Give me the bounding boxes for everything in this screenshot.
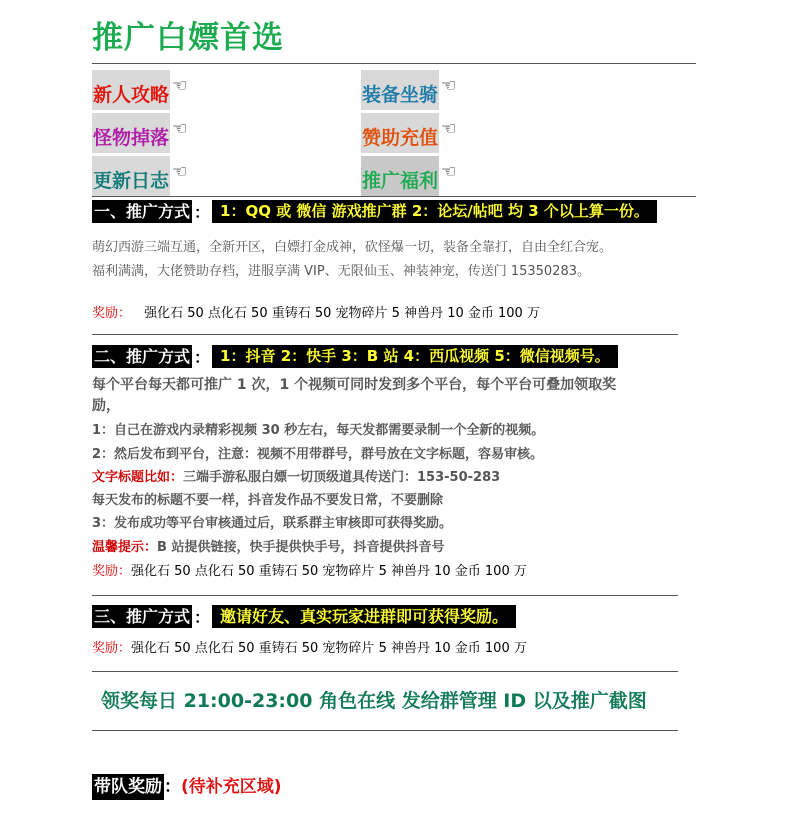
heading-colon: ： bbox=[192, 345, 212, 368]
nav-link-equipment-mounts[interactable] bbox=[361, 70, 456, 110]
nav-link-sponsor-recharge[interactable] bbox=[361, 113, 456, 153]
team-reward-colon: ： bbox=[164, 777, 181, 797]
section-3-header bbox=[92, 604, 516, 628]
heading-colon: ： bbox=[192, 200, 212, 223]
tip-text: B 站提供链接，快手提供快手号，抖音提供抖音号 bbox=[157, 540, 445, 555]
section-2-intro-line-2: 励， bbox=[92, 398, 120, 414]
reward-value: 强化石 50 点化石 50 重铸石 50 宠物碎片 5 神兽丹 10 金币 100 万 bbox=[131, 641, 527, 656]
section-2-header bbox=[92, 344, 618, 368]
nav-link-promotion-benefits[interactable] bbox=[361, 156, 456, 196]
example-label: 文字标题比如： bbox=[92, 470, 184, 485]
nav-link-label: 怪物掉落 bbox=[92, 113, 170, 153]
page-title: 推广白嫖首选 bbox=[92, 20, 284, 56]
section-1-reward bbox=[92, 302, 540, 321]
heading-colon: ： bbox=[192, 605, 212, 628]
section-1-header bbox=[92, 199, 657, 223]
example-text: 三端手游私服白嫖一切顶级道具传送门：153-50-283 bbox=[183, 470, 501, 485]
section-highlight: 邀请好友、真实玩家进群即可获得奖励。 bbox=[212, 605, 516, 628]
section-2-intro-line-1: 每个平台每天都可推广 1 次，1 个视频可同时发到多个平台，每个平台可叠加领取奖 bbox=[92, 377, 617, 393]
section-1-description-line-1: 萌幻西游三端互通，全新开区，白嫖打金成神，砍怪爆一切，装备全靠打，自由全红合宠。 bbox=[92, 240, 613, 255]
team-reward bbox=[92, 772, 282, 797]
nav-link-label: 新人攻略 bbox=[92, 70, 170, 110]
reward-value: 强化石 50 点化石 50 重铸石 50 宠物碎片 5 神兽丹 10 金币 100 万 bbox=[144, 306, 540, 321]
divider bbox=[92, 334, 678, 335]
divider bbox=[92, 671, 678, 672]
nav-link-monster-drops[interactable] bbox=[92, 113, 187, 153]
section-2-example bbox=[92, 466, 500, 485]
section-heading: 二、推广方式 bbox=[94, 346, 191, 366]
divider bbox=[92, 595, 678, 596]
section-highlight: 1：QQ 或 微信 游戏推广群 2：论坛/帖吧 均 3 个以上算一份。 bbox=[212, 200, 657, 223]
claim-instructions: 领奖每日 21:00-23:00 角色在线 发给群管理 ID 以及推广截图 bbox=[101, 690, 647, 712]
tip-label: 温馨提示： bbox=[92, 540, 158, 555]
section-highlight: 1：抖音 2：快手 3：B 站 4：西瓜视频 5：微信视频号。 bbox=[212, 345, 618, 368]
team-reward-label: 带队奖励 bbox=[92, 774, 164, 800]
section-2-step-1: 1：自己在游戏内录精彩视频 30 秒左右，每天发都需要录制一个全新的视频。 bbox=[92, 423, 545, 438]
section-heading: 一、推广方式 bbox=[94, 201, 191, 221]
pointing-hand-icon: ☜ bbox=[172, 162, 188, 182]
reward-label: 奖励： bbox=[92, 306, 132, 321]
section-3-reward bbox=[92, 637, 527, 656]
divider bbox=[92, 730, 678, 731]
section-2-note: 每天发布的标题不要一样，抖音发作品不要发日常，不要删除 bbox=[92, 493, 444, 508]
section-heading: 三、推广方式 bbox=[94, 606, 191, 626]
divider bbox=[92, 196, 696, 197]
nav-link-update-log[interactable] bbox=[92, 156, 187, 196]
section-1-description-line-2: 福利满满，大佬赞助存档，进服享满 VIP、无限仙玉、神装神宠，传送门 15350283。 bbox=[92, 264, 590, 279]
section-2-step-3: 3：发布成功等平台审核通过后，联系群主审核即可获得奖励。 bbox=[92, 516, 453, 531]
pointing-hand-icon: ☜ bbox=[172, 119, 188, 139]
section-2-step-2: 2：然后发布到平台，注意：视频不用带群号，群号放在文字标题，容易审核。 bbox=[92, 447, 544, 462]
reward-value: 强化石 50 点化石 50 重铸石 50 宠物碎片 5 神兽丹 10 金币 100 万 bbox=[131, 564, 527, 579]
nav-link-label: 更新日志 bbox=[92, 156, 170, 196]
pointing-hand-icon: ☜ bbox=[441, 119, 457, 139]
section-2-tip bbox=[92, 536, 444, 555]
nav-link-newbie-guide[interactable] bbox=[92, 70, 187, 110]
nav-link-label: 推广福利 bbox=[361, 156, 439, 196]
nav-link-label: 装备坐骑 bbox=[361, 70, 439, 110]
reward-label: 奖励： bbox=[92, 564, 132, 579]
reward-label: 奖励： bbox=[92, 641, 132, 656]
team-reward-value: (待补充区域) bbox=[181, 777, 282, 797]
pointing-hand-icon: ☜ bbox=[441, 76, 457, 96]
divider bbox=[92, 63, 696, 64]
section-2-reward bbox=[92, 560, 527, 579]
pointing-hand-icon: ☜ bbox=[441, 162, 457, 182]
pointing-hand-icon: ☜ bbox=[172, 76, 188, 96]
nav-link-label: 赞助充值 bbox=[361, 113, 439, 153]
